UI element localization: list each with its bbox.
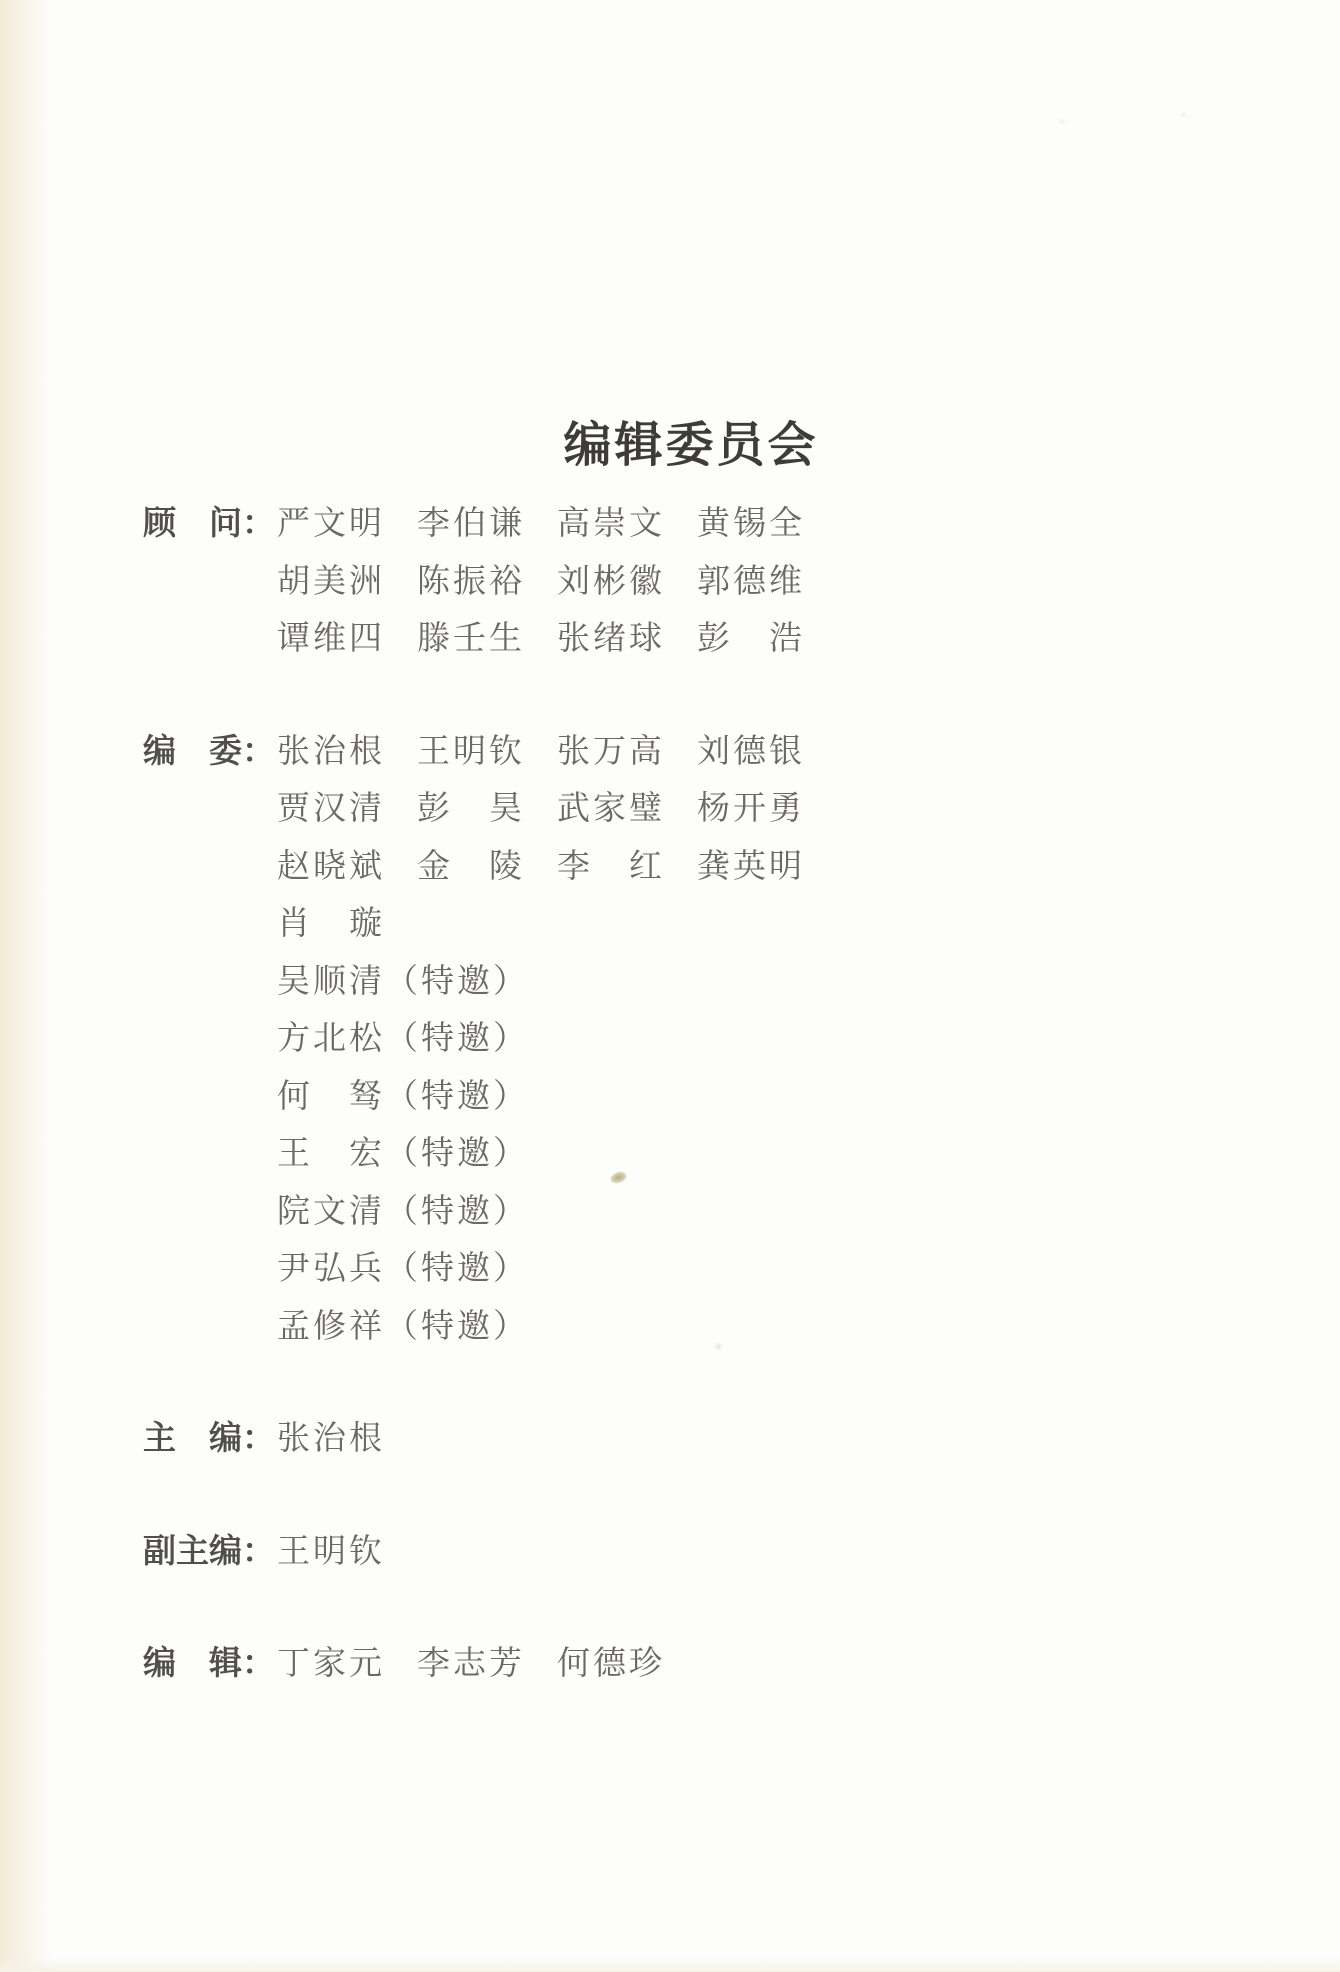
committee-row [143,550,1280,608]
member-name: 武家璧 [557,791,665,828]
member-name: 吴顺清（特邀） [277,963,529,1000]
member-name: 陈振裕 [417,563,525,600]
committee-list [143,492,1280,1690]
member-name: 黄锡全 [697,506,805,543]
committee-row [143,1295,1280,1353]
member-name: 李志芳 [417,1646,525,1683]
member-name: 何 驽（特邀） [277,1078,529,1115]
member-name: 张绪球 [557,621,665,658]
committee-section [143,720,1280,1353]
member-name: 何德珍 [557,1646,665,1683]
committee-row [143,1520,1280,1578]
member-name: 滕壬生 [417,621,525,658]
committee-row [143,1180,1280,1238]
member-name: 尹弘兵（特邀） [277,1251,529,1288]
member-name: 丁家元 [277,1646,385,1683]
section-label: 编 辑： [143,1644,275,1682]
member-name: 刘彬徽 [557,563,665,600]
member-name: 张治根 [277,1421,385,1458]
committee-row [143,1065,1280,1123]
committee-row [143,777,1280,835]
member-name: 贾汉清 [277,791,385,828]
committee-row [143,607,1280,665]
member-name: 杨开勇 [697,791,805,828]
member-name: 张治根 [277,733,385,770]
member-name: 李 红 [557,848,665,885]
member-name: 彭 昊 [417,791,525,828]
member-name: 张万高 [557,733,665,770]
member-name: 赵晓斌 [277,848,385,885]
member-name: 严文明 [277,506,385,543]
member-name: 刘德银 [697,733,805,770]
scan-bottom-edge [0,1958,1340,1972]
member-name: 胡美洲 [277,563,385,600]
committee-row [143,892,1280,950]
committee-row [143,1007,1280,1065]
committee-section [143,492,1280,665]
committee-row [143,1632,1280,1690]
committee-section [143,1632,1280,1690]
committee-row [143,720,1280,778]
committee-section [143,1520,1280,1578]
scan-speck [1058,118,1066,125]
member-name: 肖 璇 [277,906,385,943]
committee-section [143,1407,1280,1465]
member-name: 谭维四 [277,621,385,658]
member-name: 龚英明 [697,848,805,885]
member-name: 高崇文 [557,506,665,543]
member-name: 孟修祥（特邀） [277,1308,529,1345]
member-name: 彭 浩 [697,621,805,658]
committee-row [143,492,1280,550]
member-name: 方北松（特邀） [277,1021,529,1058]
section-label: 编 委： [143,731,275,769]
section-label: 主 编： [143,1419,275,1457]
committee-row [143,1407,1280,1465]
member-name: 郭德维 [697,563,805,600]
scan-speck [1180,112,1187,118]
member-name: 院文清（特邀） [277,1193,529,1230]
scan-left-edge [0,0,52,1972]
committee-row [143,835,1280,893]
section-label: 顾 问： [143,504,275,542]
member-name: 王明钦 [277,1533,385,1570]
section-label: 副主编： [143,1531,275,1569]
member-name: 王明钦 [417,733,525,770]
member-name: 王 宏（特邀） [277,1136,529,1173]
committee-row [143,1122,1280,1180]
committee-row [143,950,1280,1008]
member-name: 李伯谦 [417,506,525,543]
member-name: 金 陵 [417,848,525,885]
page-title: 编辑委员会 [563,417,819,474]
committee-row [143,1237,1280,1295]
